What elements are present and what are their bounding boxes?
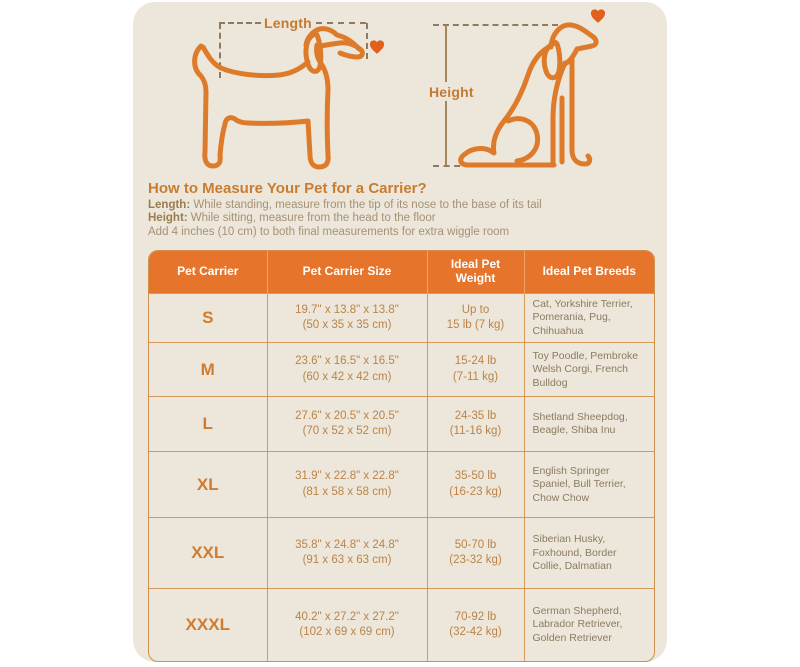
size-inches: 27.6" x 20.5" x 20.5" — [295, 409, 399, 422]
size-label: XL — [196, 474, 219, 494]
breeds-cell: English Springer Spaniel, Bull Terrier, Chow Chow — [524, 452, 654, 518]
weight-lb: 15-24 lb — [454, 355, 497, 368]
size-cm: (50 x 35 x 35 cm) — [302, 319, 392, 332]
heart-icon — [589, 8, 607, 25]
height-line-lower — [445, 101, 447, 166]
size-label: L — [202, 414, 213, 434]
table-row — [149, 294, 654, 343]
size-label: S — [202, 308, 214, 328]
breeds-cell: Toy Poodle, Pembroke Welsh Corgi, French Bulldog — [524, 343, 654, 397]
breeds-cell: Shetland Sheepdog, Beagle, Shiba Inu — [524, 397, 654, 452]
size-cm: (81 x 58 x 58 cm) — [302, 485, 392, 498]
size-cm: (70 x 52 x 52 cm) — [302, 425, 392, 438]
table-row — [149, 589, 654, 661]
height-line-upper — [445, 25, 447, 82]
table-row — [149, 343, 654, 397]
weight-lb: 70-92 lb — [454, 610, 497, 623]
size-cm: (102 x 69 x 69 cm) — [299, 626, 395, 639]
size-inches: 19.7" x 13.8" x 13.8" — [295, 303, 399, 316]
size-label: XXXL — [185, 615, 230, 635]
weight-kg: (16-23 kg) — [449, 485, 502, 498]
height-label: Height — [429, 84, 474, 100]
length-label: Length — [264, 15, 312, 31]
weight-lb: 24-35 lb — [454, 409, 497, 422]
height-term: Height: — [148, 212, 188, 224]
length-instruction — [148, 199, 648, 213]
height-instruction — [148, 212, 648, 226]
weight-kg: (32-42 kg) — [449, 626, 502, 639]
weight-kg: 15 lb (7 kg) — [446, 319, 505, 332]
standing-dog-illustration — [192, 16, 372, 171]
size-cm: (60 x 42 x 42 cm) — [302, 370, 392, 383]
size-inches: 35.8" x 24.8" x 24.8" — [295, 538, 399, 551]
table-header-row — [149, 251, 654, 294]
header-ideal-pet-breeds: Ideal Pet Breeds — [524, 251, 654, 294]
size-inches: 40.2" x 27.2" x 27.2" — [295, 610, 399, 623]
length-term: Length: — [148, 199, 191, 211]
table-row — [149, 397, 654, 452]
size-label: M — [200, 359, 215, 379]
weight-lb: Up to — [461, 303, 490, 316]
table-row — [149, 518, 654, 589]
wiggle-room-note: Add 4 inches (10 cm) to both final measurements for extra wiggle room — [148, 226, 510, 238]
heart-icon — [368, 39, 386, 56]
size-label: XXL — [191, 543, 225, 563]
breeds-cell: German Shepherd, Labrador Retriever, Golden Retriever — [524, 589, 654, 661]
header-pet-carrier: Pet Carrier — [149, 251, 267, 294]
size-cm: (91 x 63 x 63 cm) — [302, 554, 392, 567]
section-title: How to Measure Your Pet for a Carrier? — [148, 180, 427, 197]
header-pet-carrier-size: Pet Carrier Size — [267, 251, 427, 294]
sitting-dog-illustration — [455, 18, 605, 168]
breeds-cell: Cat, Yorkshire Terrier, Pomerania, Pug, Chihuahua — [524, 294, 654, 343]
length-text: While standing, measure from the tip of its nose to the base of its tail — [190, 199, 542, 211]
header-ideal-pet-weight: Ideal Pet Weight — [427, 251, 524, 294]
size-table — [148, 250, 655, 662]
weight-kg: (11-16 kg) — [449, 425, 502, 438]
size-inches: 31.9" x 22.8" x 22.8" — [295, 470, 399, 483]
height-text: While sitting, measure from the head to the floor — [187, 212, 436, 224]
weight-lb: 35-50 lb — [454, 470, 497, 483]
weight-lb: 50-70 lb — [454, 538, 497, 551]
weight-kg: (23-32 kg) — [449, 554, 502, 567]
size-inches: 23.6" x 16.5" x 16.5" — [295, 355, 399, 368]
weight-kg: (7-11 kg) — [452, 370, 499, 383]
breeds-cell: Siberian Husky, Foxhound, Border Collie, Dalmatian — [524, 518, 654, 589]
table-row — [149, 452, 654, 518]
